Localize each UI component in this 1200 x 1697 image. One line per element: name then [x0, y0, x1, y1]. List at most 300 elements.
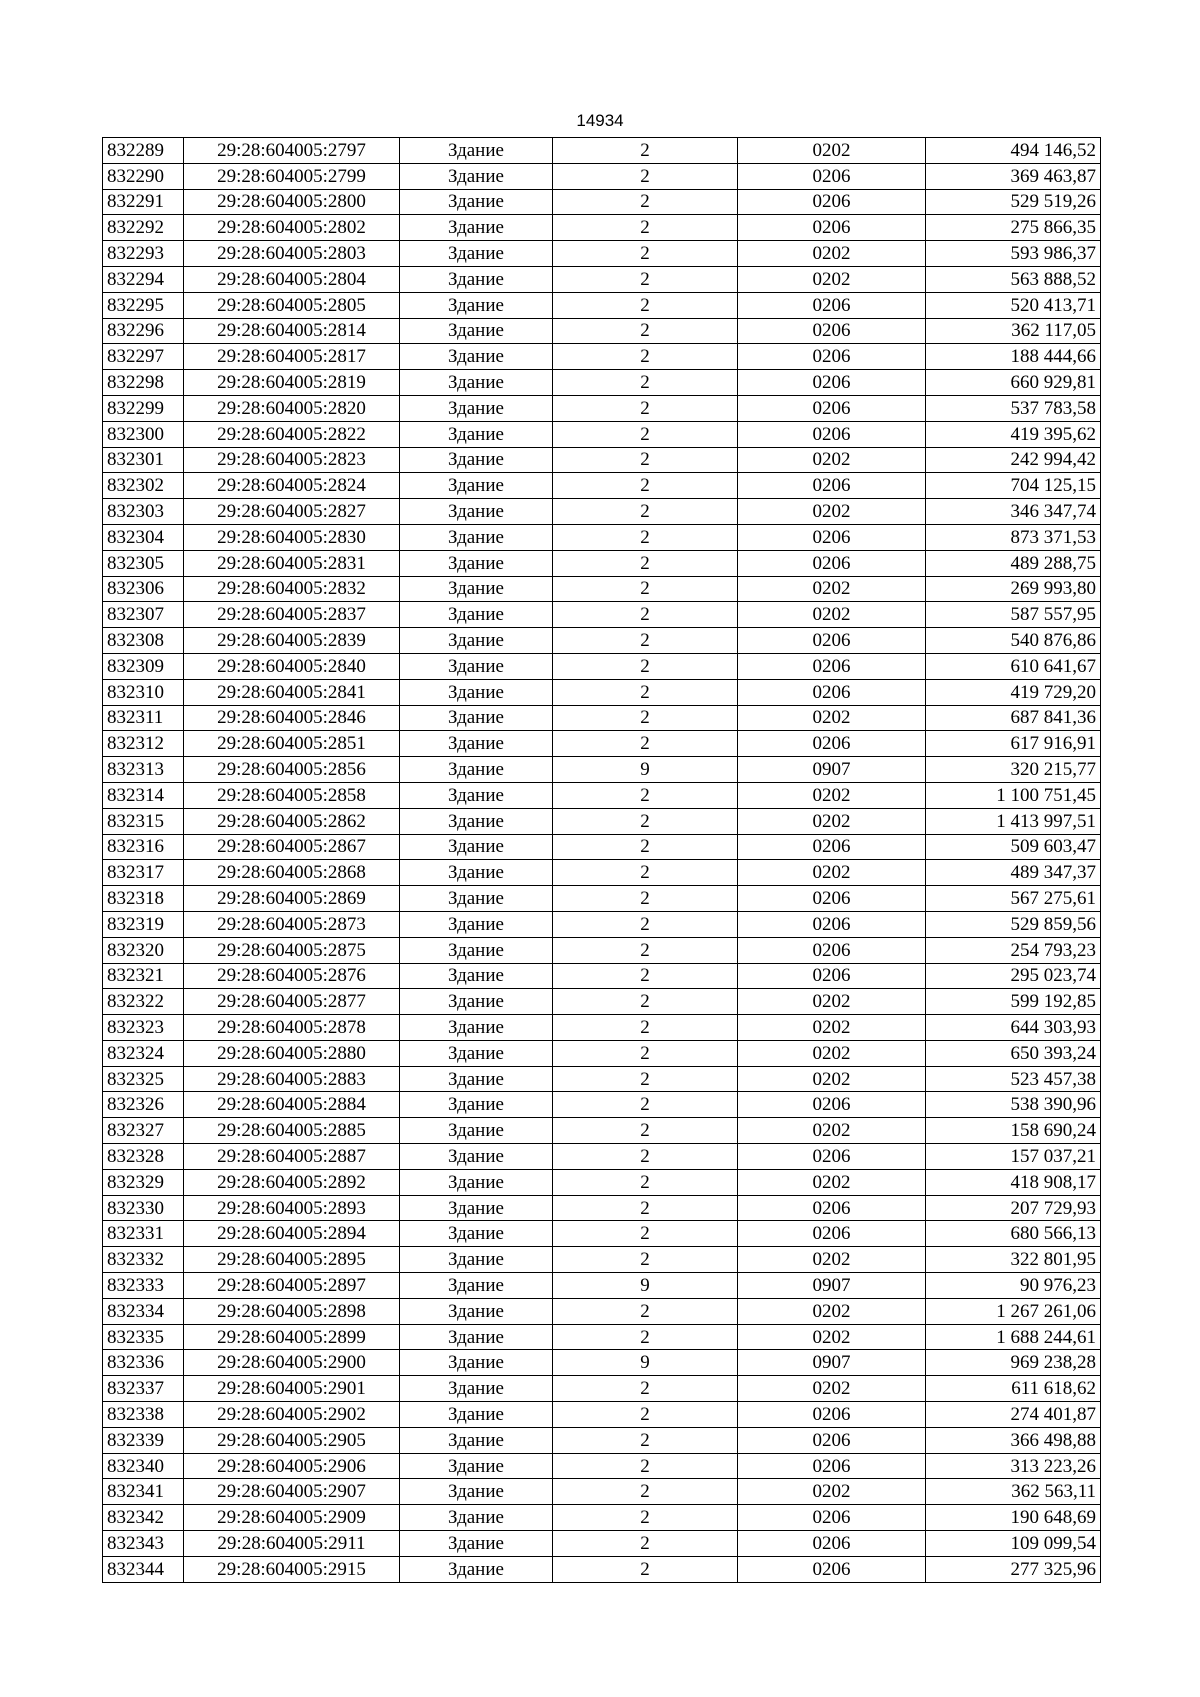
- table-row: [103, 937, 1101, 963]
- use-code-cell: 0206: [738, 215, 926, 241]
- group-code-cell: 2: [553, 1479, 738, 1505]
- cadastral-value-cell: 644 303,93: [926, 1015, 1101, 1041]
- group-code-cell: 2: [553, 1324, 738, 1350]
- use-code-cell: 0202: [738, 266, 926, 292]
- cadastral-number-cell: 29:28:604005:2814: [184, 318, 400, 344]
- cadastral-number-cell: 29:28:604005:2883: [184, 1066, 400, 1092]
- table-row: [103, 1221, 1101, 1247]
- table-row: [103, 757, 1101, 783]
- object-type-cell: Здание: [400, 189, 553, 215]
- cadastral-number-cell: 29:28:604005:2803: [184, 241, 400, 267]
- row-number-cell: 832339: [103, 1427, 184, 1453]
- row-number-cell: 832325: [103, 1066, 184, 1092]
- cadastral-value-cell: 418 908,17: [926, 1169, 1101, 1195]
- group-code-cell: 2: [553, 241, 738, 267]
- cadastral-value-cell: 158 690,24: [926, 1118, 1101, 1144]
- table-row: [103, 1324, 1101, 1350]
- object-type-cell: Здание: [400, 395, 553, 421]
- row-number-cell: 832306: [103, 576, 184, 602]
- row-number-cell: 832290: [103, 163, 184, 189]
- object-type-cell: Здание: [400, 550, 553, 576]
- row-number-cell: 832329: [103, 1169, 184, 1195]
- object-type-cell: Здание: [400, 782, 553, 808]
- group-code-cell: 2: [553, 292, 738, 318]
- row-number-cell: 832331: [103, 1221, 184, 1247]
- row-number-cell: 832299: [103, 395, 184, 421]
- cadastral-value-cell: 1 413 997,51: [926, 808, 1101, 834]
- cadastral-number-cell: 29:28:604005:2856: [184, 757, 400, 783]
- group-code-cell: 9: [553, 1273, 738, 1299]
- object-type-cell: Здание: [400, 1066, 553, 1092]
- cadastral-value-cell: 90 976,23: [926, 1273, 1101, 1299]
- use-code-cell: 0206: [738, 1505, 926, 1531]
- cadastral-number-cell: 29:28:604005:2867: [184, 834, 400, 860]
- row-number-cell: 832294: [103, 266, 184, 292]
- use-code-cell: 0206: [738, 1195, 926, 1221]
- cadastral-value-cell: 369 463,87: [926, 163, 1101, 189]
- table-row: [103, 602, 1101, 628]
- row-number-cell: 832292: [103, 215, 184, 241]
- table-row: [103, 1479, 1101, 1505]
- group-code-cell: 2: [553, 266, 738, 292]
- cadastral-value-cell: 269 993,80: [926, 576, 1101, 602]
- object-type-cell: Здание: [400, 447, 553, 473]
- row-number-cell: 832332: [103, 1247, 184, 1273]
- group-code-cell: 2: [553, 1144, 738, 1170]
- use-code-cell: 0202: [738, 1324, 926, 1350]
- object-type-cell: Здание: [400, 1427, 553, 1453]
- cadastral-number-cell: 29:28:604005:2802: [184, 215, 400, 241]
- cadastral-value-cell: 366 498,88: [926, 1427, 1101, 1453]
- row-number-cell: 832296: [103, 318, 184, 344]
- cadastral-value-cell: 207 729,93: [926, 1195, 1101, 1221]
- cadastral-value-cell: 346 347,74: [926, 499, 1101, 525]
- cadastral-value-cell: 660 929,81: [926, 370, 1101, 396]
- group-code-cell: 2: [553, 138, 738, 164]
- group-code-cell: 9: [553, 1350, 738, 1376]
- object-type-cell: Здание: [400, 1144, 553, 1170]
- cadastral-number-cell: 29:28:604005:2824: [184, 473, 400, 499]
- object-type-cell: Здание: [400, 421, 553, 447]
- row-number-cell: 832323: [103, 1015, 184, 1041]
- cadastral-number-cell: 29:28:604005:2906: [184, 1453, 400, 1479]
- cadastral-value-cell: 242 994,42: [926, 447, 1101, 473]
- use-code-cell: 0206: [738, 473, 926, 499]
- cadastral-number-cell: 29:28:604005:2875: [184, 937, 400, 963]
- row-number-cell: 832340: [103, 1453, 184, 1479]
- use-code-cell: 0206: [738, 628, 926, 654]
- cadastral-value-cell: 419 729,20: [926, 679, 1101, 705]
- cadastral-number-cell: 29:28:604005:2869: [184, 886, 400, 912]
- cadastral-number-cell: 29:28:604005:2901: [184, 1376, 400, 1402]
- cadastral-value-cell: 190 648,69: [926, 1505, 1101, 1531]
- table-row: [103, 395, 1101, 421]
- use-code-cell: 0202: [738, 1479, 926, 1505]
- table-row: [103, 1144, 1101, 1170]
- cadastral-value-cell: 520 413,71: [926, 292, 1101, 318]
- table-row: [103, 860, 1101, 886]
- table-row: [103, 1118, 1101, 1144]
- cadastral-value-cell: 617 916,91: [926, 731, 1101, 757]
- group-code-cell: 2: [553, 653, 738, 679]
- cadastral-value-cell: 1 688 244,61: [926, 1324, 1101, 1350]
- group-code-cell: 2: [553, 705, 738, 731]
- group-code-cell: 2: [553, 1169, 738, 1195]
- use-code-cell: 0206: [738, 911, 926, 937]
- cadastral-number-cell: 29:28:604005:2895: [184, 1247, 400, 1273]
- object-type-cell: Здание: [400, 834, 553, 860]
- use-code-cell: 0202: [738, 860, 926, 886]
- object-type-cell: Здание: [400, 679, 553, 705]
- table-row: [103, 1066, 1101, 1092]
- table-row: [103, 1402, 1101, 1428]
- row-number-cell: 832328: [103, 1144, 184, 1170]
- table-row: [103, 834, 1101, 860]
- object-type-cell: Здание: [400, 1556, 553, 1582]
- object-type-cell: Здание: [400, 318, 553, 344]
- table-row: [103, 550, 1101, 576]
- use-code-cell: 0206: [738, 1531, 926, 1557]
- row-number-cell: 832300: [103, 421, 184, 447]
- use-code-cell: 0206: [738, 163, 926, 189]
- table-row: [103, 318, 1101, 344]
- cadastral-number-cell: 29:28:604005:2805: [184, 292, 400, 318]
- group-code-cell: 2: [553, 524, 738, 550]
- use-code-cell: 0202: [738, 1066, 926, 1092]
- object-type-cell: Здание: [400, 1479, 553, 1505]
- row-number-cell: 832313: [103, 757, 184, 783]
- cadastral-value-cell: 277 325,96: [926, 1556, 1101, 1582]
- use-code-cell: 0202: [738, 499, 926, 525]
- group-code-cell: 2: [553, 937, 738, 963]
- row-number-cell: 832324: [103, 1040, 184, 1066]
- object-type-cell: Здание: [400, 1324, 553, 1350]
- table-row: [103, 1015, 1101, 1041]
- group-code-cell: 2: [553, 1066, 738, 1092]
- row-number-cell: 832336: [103, 1350, 184, 1376]
- cadastral-value-cell: 529 859,56: [926, 911, 1101, 937]
- group-code-cell: 2: [553, 679, 738, 705]
- cadastral-value-cell: 611 618,62: [926, 1376, 1101, 1402]
- table-row: [103, 447, 1101, 473]
- row-number-cell: 832314: [103, 782, 184, 808]
- use-code-cell: 0202: [738, 1298, 926, 1324]
- cadastral-number-cell: 29:28:604005:2800: [184, 189, 400, 215]
- table-row: [103, 808, 1101, 834]
- object-type-cell: Здание: [400, 1221, 553, 1247]
- table-row: [103, 1169, 1101, 1195]
- cadastral-number-cell: 29:28:604005:2899: [184, 1324, 400, 1350]
- cadastral-number-cell: 29:28:604005:2846: [184, 705, 400, 731]
- cadastral-value-cell: 540 876,86: [926, 628, 1101, 654]
- object-type-cell: Здание: [400, 499, 553, 525]
- cadastral-number-cell: 29:28:604005:2892: [184, 1169, 400, 1195]
- cadastral-number-cell: 29:28:604005:2839: [184, 628, 400, 654]
- group-code-cell: 2: [553, 1040, 738, 1066]
- object-type-cell: Здание: [400, 808, 553, 834]
- use-code-cell: 0206: [738, 395, 926, 421]
- cadastral-number-cell: 29:28:604005:2858: [184, 782, 400, 808]
- cadastral-number-cell: 29:28:604005:2905: [184, 1427, 400, 1453]
- use-code-cell: 0202: [738, 1376, 926, 1402]
- cadastral-value-cell: 489 288,75: [926, 550, 1101, 576]
- cadastral-value-cell: 1 267 261,06: [926, 1298, 1101, 1324]
- table-row: [103, 421, 1101, 447]
- use-code-cell: 0206: [738, 318, 926, 344]
- object-type-cell: Здание: [400, 163, 553, 189]
- row-number-cell: 832315: [103, 808, 184, 834]
- cadastral-number-cell: 29:28:604005:2880: [184, 1040, 400, 1066]
- group-code-cell: 2: [553, 550, 738, 576]
- group-code-cell: 2: [553, 163, 738, 189]
- group-code-cell: 2: [553, 1247, 738, 1273]
- cadastral-value-cell: 313 223,26: [926, 1453, 1101, 1479]
- row-number-cell: 832330: [103, 1195, 184, 1221]
- object-type-cell: Здание: [400, 576, 553, 602]
- use-code-cell: 0206: [738, 834, 926, 860]
- group-code-cell: 2: [553, 886, 738, 912]
- row-number-cell: 832310: [103, 679, 184, 705]
- table-row: [103, 1427, 1101, 1453]
- cadastral-value-cell: 538 390,96: [926, 1092, 1101, 1118]
- use-code-cell: 0907: [738, 1273, 926, 1299]
- page-number: 14934: [576, 111, 624, 130]
- cadastral-number-cell: 29:28:604005:2894: [184, 1221, 400, 1247]
- table-row: [103, 1556, 1101, 1582]
- cadastral-value-cell: 593 986,37: [926, 241, 1101, 267]
- cadastral-value-cell: 109 099,54: [926, 1531, 1101, 1557]
- cadastral-number-cell: 29:28:604005:2900: [184, 1350, 400, 1376]
- row-number-cell: 832307: [103, 602, 184, 628]
- table-row: [103, 370, 1101, 396]
- cadastral-value-cell: 587 557,95: [926, 602, 1101, 628]
- cadastral-number-cell: 29:28:604005:2911: [184, 1531, 400, 1557]
- cadastral-value-cell: 275 866,35: [926, 215, 1101, 241]
- object-type-cell: Здание: [400, 1298, 553, 1324]
- object-type-cell: Здание: [400, 937, 553, 963]
- use-code-cell: 0202: [738, 705, 926, 731]
- table-row: [103, 576, 1101, 602]
- use-code-cell: 0206: [738, 731, 926, 757]
- use-code-cell: 0206: [738, 421, 926, 447]
- group-code-cell: 2: [553, 602, 738, 628]
- use-code-cell: 0907: [738, 757, 926, 783]
- row-number-cell: 832317: [103, 860, 184, 886]
- row-number-cell: 832338: [103, 1402, 184, 1428]
- object-type-cell: Здание: [400, 1169, 553, 1195]
- row-number-cell: 832297: [103, 344, 184, 370]
- cadastral-value-cell: 537 783,58: [926, 395, 1101, 421]
- row-number-cell: 832312: [103, 731, 184, 757]
- use-code-cell: 0202: [738, 1040, 926, 1066]
- cadastral-number-cell: 29:28:604005:2862: [184, 808, 400, 834]
- cadastral-value-cell: 529 519,26: [926, 189, 1101, 215]
- row-number-cell: 832311: [103, 705, 184, 731]
- cadastral-value-cell: 322 801,95: [926, 1247, 1101, 1273]
- use-code-cell: 0206: [738, 886, 926, 912]
- cadastral-value-cell: 523 457,38: [926, 1066, 1101, 1092]
- cadastral-number-cell: 29:28:604005:2878: [184, 1015, 400, 1041]
- cadastral-value-cell: 610 641,67: [926, 653, 1101, 679]
- cadastral-value-cell: 274 401,87: [926, 1402, 1101, 1428]
- cadastral-number-cell: 29:28:604005:2797: [184, 138, 400, 164]
- group-code-cell: 2: [553, 1092, 738, 1118]
- object-type-cell: Здание: [400, 757, 553, 783]
- group-code-cell: 2: [553, 911, 738, 937]
- cadastral-number-cell: 29:28:604005:2893: [184, 1195, 400, 1221]
- object-type-cell: Здание: [400, 989, 553, 1015]
- object-type-cell: Здание: [400, 1376, 553, 1402]
- row-number-cell: 832320: [103, 937, 184, 963]
- object-type-cell: Здание: [400, 138, 553, 164]
- cadastral-number-cell: 29:28:604005:2799: [184, 163, 400, 189]
- table-row: [103, 266, 1101, 292]
- group-code-cell: 2: [553, 1427, 738, 1453]
- cadastral-value-cell: 489 347,37: [926, 860, 1101, 886]
- use-code-cell: 0202: [738, 602, 926, 628]
- use-code-cell: 0206: [738, 963, 926, 989]
- cadastral-number-cell: 29:28:604005:2887: [184, 1144, 400, 1170]
- row-number-cell: 832337: [103, 1376, 184, 1402]
- cadastral-value-cell: 494 146,52: [926, 138, 1101, 164]
- group-code-cell: 2: [553, 1221, 738, 1247]
- cadastral-value-cell: 969 238,28: [926, 1350, 1101, 1376]
- cadastral-value-cell: 567 275,61: [926, 886, 1101, 912]
- cadastral-number-cell: 29:28:604005:2897: [184, 1273, 400, 1299]
- use-code-cell: 0206: [738, 1556, 926, 1582]
- cadastral-value-cell: 254 793,23: [926, 937, 1101, 963]
- table-row: [103, 215, 1101, 241]
- use-code-cell: 0206: [738, 550, 926, 576]
- group-code-cell: 2: [553, 344, 738, 370]
- row-number-cell: 832305: [103, 550, 184, 576]
- table-row: [103, 1376, 1101, 1402]
- cadastral-number-cell: 29:28:604005:2822: [184, 421, 400, 447]
- object-type-cell: Здание: [400, 241, 553, 267]
- object-type-cell: Здание: [400, 344, 553, 370]
- cadastral-number-cell: 29:28:604005:2817: [184, 344, 400, 370]
- use-code-cell: 0202: [738, 138, 926, 164]
- cadastral-number-cell: 29:28:604005:2837: [184, 602, 400, 628]
- group-code-cell: 2: [553, 1376, 738, 1402]
- group-code-cell: 2: [553, 782, 738, 808]
- object-type-cell: Здание: [400, 266, 553, 292]
- row-number-cell: 832293: [103, 241, 184, 267]
- table-row: [103, 292, 1101, 318]
- group-code-cell: 2: [553, 860, 738, 886]
- cadastral-value-cell: 157 037,21: [926, 1144, 1101, 1170]
- group-code-cell: 2: [553, 1118, 738, 1144]
- cadastral-value-cell: 419 395,62: [926, 421, 1101, 447]
- group-code-cell: 2: [553, 834, 738, 860]
- table-row: [103, 653, 1101, 679]
- group-code-cell: 2: [553, 808, 738, 834]
- object-type-cell: Здание: [400, 1402, 553, 1428]
- row-number-cell: 832316: [103, 834, 184, 860]
- row-number-cell: 832335: [103, 1324, 184, 1350]
- group-code-cell: 2: [553, 731, 738, 757]
- cadastral-number-cell: 29:28:604005:2819: [184, 370, 400, 396]
- table-row: [103, 1505, 1101, 1531]
- use-code-cell: 0206: [738, 344, 926, 370]
- cadastral-value-cell: 295 023,74: [926, 963, 1101, 989]
- cadastral-number-cell: 29:28:604005:2909: [184, 1505, 400, 1531]
- row-number-cell: 832318: [103, 886, 184, 912]
- row-number-cell: 832334: [103, 1298, 184, 1324]
- group-code-cell: 2: [553, 1531, 738, 1557]
- group-code-cell: 2: [553, 189, 738, 215]
- group-code-cell: 2: [553, 447, 738, 473]
- row-number-cell: 832342: [103, 1505, 184, 1531]
- use-code-cell: 0202: [738, 576, 926, 602]
- use-code-cell: 0206: [738, 524, 926, 550]
- row-number-cell: 832327: [103, 1118, 184, 1144]
- table-row: [103, 1453, 1101, 1479]
- row-number-cell: 832289: [103, 138, 184, 164]
- use-code-cell: 0202: [738, 1169, 926, 1195]
- group-code-cell: 2: [553, 215, 738, 241]
- cadastral-value-cell: 873 371,53: [926, 524, 1101, 550]
- table-row: [103, 344, 1101, 370]
- table-row: [103, 782, 1101, 808]
- use-code-cell: 0202: [738, 1015, 926, 1041]
- use-code-cell: 0206: [738, 937, 926, 963]
- object-type-cell: Здание: [400, 1505, 553, 1531]
- row-number-cell: 832322: [103, 989, 184, 1015]
- table-row: [103, 499, 1101, 525]
- object-type-cell: Здание: [400, 1015, 553, 1041]
- cadastral-number-cell: 29:28:604005:2915: [184, 1556, 400, 1582]
- cadastral-number-cell: 29:28:604005:2868: [184, 860, 400, 886]
- group-code-cell: 2: [553, 318, 738, 344]
- row-number-cell: 832295: [103, 292, 184, 318]
- use-code-cell: 0206: [738, 292, 926, 318]
- table-row: [103, 886, 1101, 912]
- row-number-cell: 832308: [103, 628, 184, 654]
- group-code-cell: 2: [553, 1298, 738, 1324]
- use-code-cell: 0206: [738, 1144, 926, 1170]
- use-code-cell: 0206: [738, 370, 926, 396]
- group-code-cell: 2: [553, 963, 738, 989]
- table-row: [103, 1298, 1101, 1324]
- table-row: [103, 524, 1101, 550]
- table-row: [103, 963, 1101, 989]
- object-type-cell: Здание: [400, 1453, 553, 1479]
- object-type-cell: Здание: [400, 731, 553, 757]
- group-code-cell: 2: [553, 628, 738, 654]
- table-row: [103, 189, 1101, 215]
- cadastral-number-cell: 29:28:604005:2804: [184, 266, 400, 292]
- object-type-cell: Здание: [400, 1531, 553, 1557]
- table-row: [103, 1247, 1101, 1273]
- cadastral-number-cell: 29:28:604005:2841: [184, 679, 400, 705]
- use-code-cell: 0202: [738, 1118, 926, 1144]
- use-code-cell: 0907: [738, 1350, 926, 1376]
- group-code-cell: 2: [553, 576, 738, 602]
- cadastral-number-cell: 29:28:604005:2827: [184, 499, 400, 525]
- cadastral-number-cell: 29:28:604005:2830: [184, 524, 400, 550]
- registry-table: [102, 137, 1101, 1583]
- object-type-cell: Здание: [400, 473, 553, 499]
- group-code-cell: 9: [553, 757, 738, 783]
- use-code-cell: 0202: [738, 989, 926, 1015]
- object-type-cell: Здание: [400, 653, 553, 679]
- table-row: [103, 911, 1101, 937]
- table-row: [103, 138, 1101, 164]
- cadastral-number-cell: 29:28:604005:2820: [184, 395, 400, 421]
- cadastral-value-cell: 1 100 751,45: [926, 782, 1101, 808]
- row-number-cell: 832344: [103, 1556, 184, 1582]
